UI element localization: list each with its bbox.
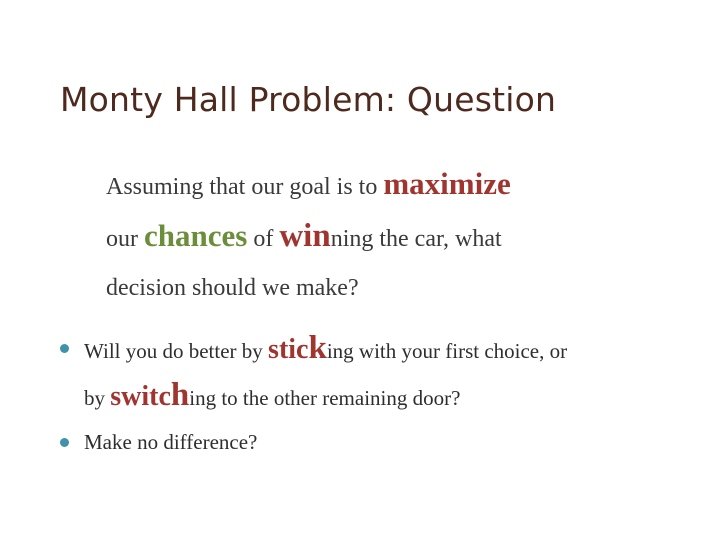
slide-title: Monty Hall Problem: Question bbox=[60, 80, 557, 119]
question-text-part: of bbox=[247, 226, 280, 252]
bullet-list bbox=[60, 326, 700, 464]
bullet-text-part: ing with your first choice, or bbox=[326, 339, 568, 363]
question-text-part: Assuming that our goal is to bbox=[106, 174, 384, 200]
question-line-2 bbox=[106, 210, 686, 262]
bullet-text-part: Will you do better by bbox=[84, 339, 269, 363]
emphasis-chances: chances bbox=[144, 218, 248, 253]
bullet-dot-icon bbox=[60, 438, 69, 447]
emphasis-part-large: h bbox=[170, 377, 190, 413]
emphasis-part: switc bbox=[110, 381, 171, 412]
bullet-line-1 bbox=[84, 326, 700, 373]
question-line-3: decision should we make? bbox=[106, 275, 359, 301]
emphasis-part-large: k bbox=[308, 330, 327, 366]
question-text-part: our bbox=[106, 226, 144, 252]
emphasis-win: win bbox=[279, 218, 331, 254]
emphasis-part: stic bbox=[268, 334, 309, 365]
bullet-dot-icon bbox=[60, 344, 69, 353]
question-text-part: ning the car, what bbox=[330, 226, 502, 252]
bullet-item-stick-or-switch bbox=[60, 326, 700, 420]
question-text bbox=[106, 158, 686, 314]
emphasis-maximize: maximize bbox=[383, 166, 511, 201]
emphasis-switching bbox=[110, 377, 190, 413]
bullet-text-part: ing to the other remaining door? bbox=[189, 386, 461, 410]
bullet-line-2 bbox=[84, 373, 700, 420]
emphasis-sticking bbox=[268, 330, 327, 366]
bullet-text: Make no difference? bbox=[84, 430, 258, 454]
bullet-item-no-difference bbox=[60, 420, 700, 464]
bullet-text-part: by bbox=[84, 386, 111, 410]
question-line-1 bbox=[106, 158, 686, 210]
